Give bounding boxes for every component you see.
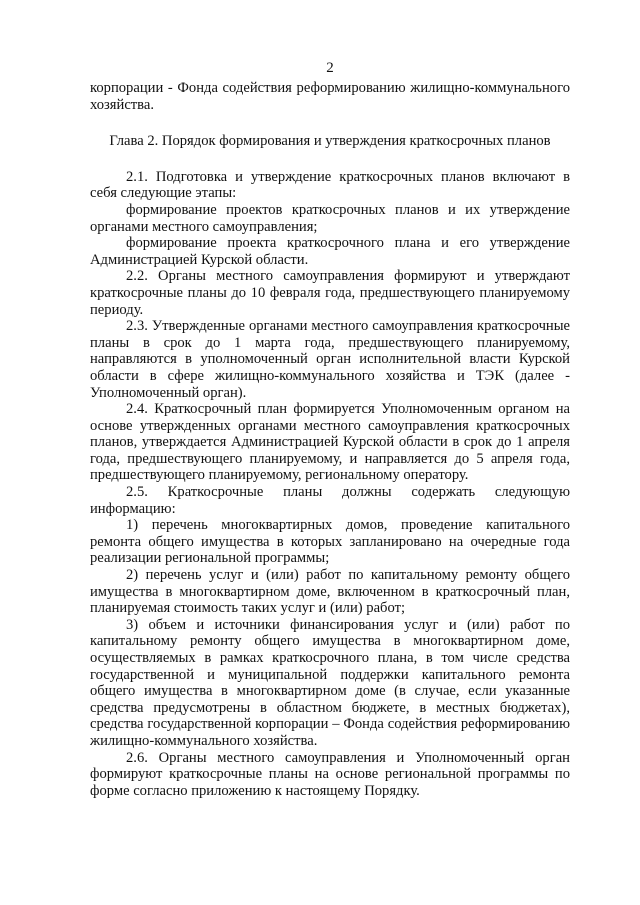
paragraph-2-5: 2.5. Краткосрочные планы должны содержать следующую информацию: [90,484,570,517]
paragraph-2-5-item-1: 1) перечень многоквартирных домов, проведение капитального ремонта общего имущества в которых запланировано на очередные года реализации региональной программы; [90,517,570,567]
paragraph-2-6: 2.6. Органы местного самоуправления и Уполномоченный орган формируют краткосрочные планы на основе региональной программы по форме согласно приложению к настоящему Порядку. [90,749,570,799]
paragraph-2-4: 2.4. Краткосрочный план формируется Уполномоченным органом на основе утвержденных органами местного самоуправления краткосрочных планов, утверждается Администрацией Курской области в срок до 1 апреля года, предшествующего планируемому, и направляется до 5 апреля года, предшествующего планируемому, региональному оператору. [90,401,570,484]
paragraph-2-5-item-2: 2) перечень услуг и (или) работ по капитальному ремонту общего имущества в многоквартирном доме, включенном в краткосрочный план, планируемая стоимость таких услуг и (или) работ; [90,567,570,617]
paragraph-2-5-item-3: 3) объем и источники финансирования услуг и (или) работ по капитальному ремонту общего имущества в многоквартирном доме, осуществляемых в рамках краткосрочного плана, в том числе средства государственной и муниципальной поддержки капитального ремонта общего имущества в многоквартирном доме (в случае, если указанные средства предусмотрены в областном бюджете, в местных бюджетах), средства государственной корпорации – Фонда содействия реформированию жилищно-коммунального хозяйства. [90,616,570,749]
page-number: 2 [326,60,334,76]
paragraph-2-1-stage-1: формирование проектов краткосрочных планов и их утверждение органами местного самоуправления; [90,201,570,235]
paragraph-2-1: 2.1. Подготовка и утверждение краткосрочных планов включают в себя следующие этапы: [90,168,570,202]
paragraph-2-1-stage-2: формирование проекта краткосрочного плана и его утверждение Администрацией Курской области. [90,235,570,268]
intro-paragraph: корпорации - Фонда содействия реформированию жилищно-коммунального хозяйства. [90,80,570,113]
paragraph-2-3: 2.3. Утвержденные органами местного самоуправления краткосрочные планы в срок до 1 марта года, предшествующего планируемому, направляются в уполномоченный орган исполнительной власти Курской области в сфере жилищно-коммунального хозяйства и ТЭК (далее - Уполномоченный орган). [90,318,570,401]
paragraph-2-2: 2.2. Органы местного самоуправления формируют и утверждают краткосрочные планы до 10 февраля года, предшествующего планируемому периоду. [90,268,570,318]
chapter-title: Глава 2. Порядок формирования и утверждения краткосрочных планов [109,133,551,150]
